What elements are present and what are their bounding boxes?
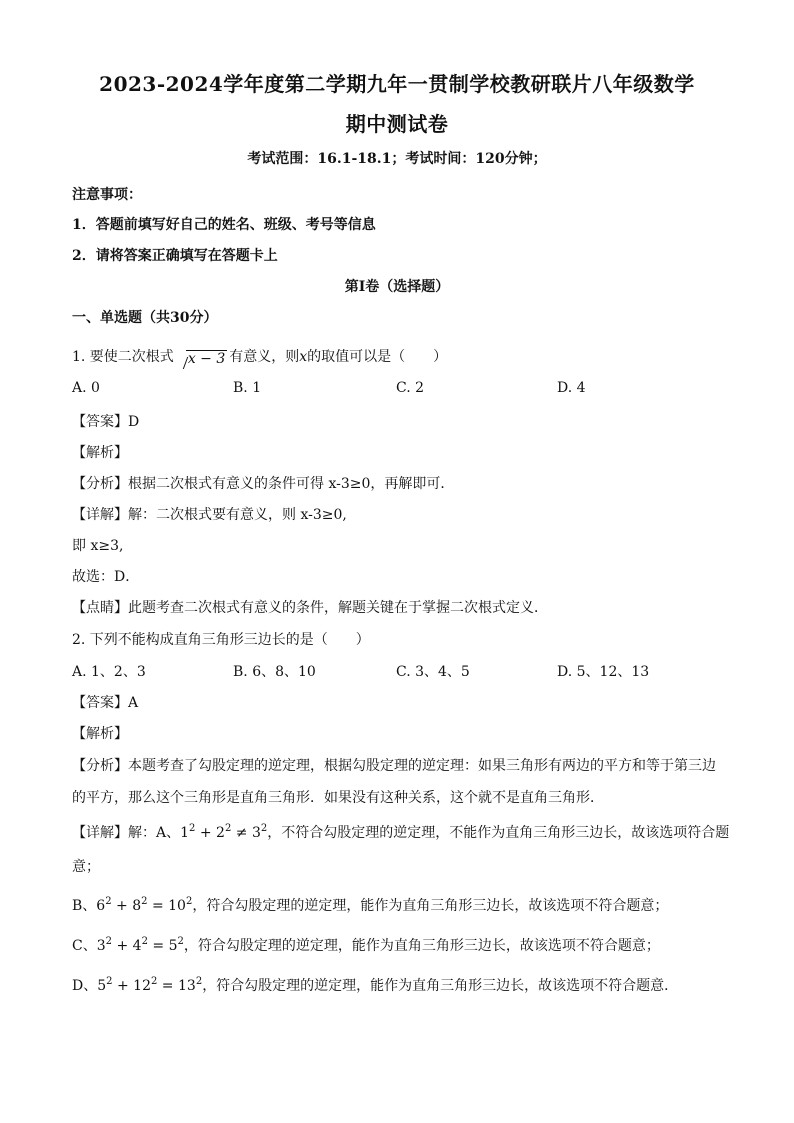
q2-detail-prefix: 【详解】解：A、: [72, 825, 181, 841]
q1-analysis: 【分析】根据二次根式有意义的条件可得 x-3≥0，再解即可．: [72, 476, 455, 492]
notes-heading: 注意事项：: [72, 187, 142, 203]
q2-detail-c: [72, 935, 660, 955]
q1-stem-prefix: 1. 要使二次根式: [72, 349, 174, 365]
section-title: 一、单选题（共30分）: [72, 310, 218, 326]
q1-option-d: D. 4: [557, 380, 586, 396]
q1-step3: 故选：D．: [72, 569, 140, 585]
q1-option-c: C. 2: [396, 380, 425, 396]
q1-stem-suffix: 有意义，则: [229, 349, 300, 365]
q2-option-d: D. 5、12、13: [557, 664, 650, 680]
q2-c-prefix: C、: [72, 938, 97, 954]
q1-stem: [72, 346, 447, 367]
q2-analysis-line1: 【分析】本题考查了勾股定理的逆定理，根据勾股定理的逆定理：如果三角形有两边的平方和等于第三边: [72, 758, 716, 774]
q2-option-a: A. 1、2、3: [72, 664, 146, 680]
q2-detail-a-end: 意；: [72, 859, 100, 875]
q2-formula-a: $1^2 + 2^2 \ne 3^2$: [180, 823, 268, 841]
notes-item-2: 2．请将答案正确填写在答题卡上: [72, 248, 278, 264]
q2-analysis-line2: 的平方，那么这个三角形是直角三角形．如果没有这种关系，这个就不是直角三角形．: [72, 790, 604, 806]
exam-info: 考试范围：16.1-18.1；考试时间：120分钟；: [247, 151, 547, 167]
q1-step2: 即 x≥3,: [72, 538, 124, 554]
q2-b-prefix: B、: [72, 898, 97, 914]
q2-b-tail: ，符合勾股定理的逆定理，能作为直角三角形三边长，故该选项不符合题意；: [192, 898, 669, 914]
q1-stem-end: 的取值可以是（ ）: [307, 349, 448, 365]
page-title-line2: 期中测试卷: [345, 112, 449, 136]
q1-option-b: B. 1: [233, 380, 262, 396]
q2-answer: 【答案】A: [72, 695, 139, 711]
sqrt-symbol: [176, 351, 227, 367]
q1-comment: 【点睛】此题考查二次根式有意义的条件，解题关键在于掌握二次根式定义．: [72, 600, 548, 616]
q2-option-b: B. 6、8、10: [233, 664, 316, 680]
q2-detail-d: [72, 975, 678, 995]
notes-item-1: 1．答题前填写好自己的姓名、班级、考号等信息: [72, 217, 376, 233]
q2-c-tail: ，符合勾股定理的逆定理，能作为直角三角形三边长，故该选项不符合题意；: [183, 938, 660, 954]
q1-detail: 【详解】解：二次根式要有意义，则 x-3≥0,: [72, 507, 347, 523]
q2-formula-d: $5^2 + 12^2 = 13^2$: [97, 976, 203, 994]
q2-option-c: C. 3、4、5: [396, 664, 470, 680]
q2-formula-c: $3^2 + 4^2 = 5^2$: [96, 936, 184, 954]
q2-formula-b: $6^2 + 8^2 = 10^2$: [96, 896, 193, 914]
q2-jiexi: 【解析】: [72, 726, 128, 742]
q1-answer: 【答案】D: [72, 414, 140, 430]
q2-detail-a-tail: ，不符合勾股定理的逆定理，不能作为直角三角形三边长，故该选项符合题: [267, 825, 730, 841]
q1-var: x: [299, 349, 308, 365]
q1-radicand: x − 3: [187, 351, 226, 367]
q1-option-a: A. 0: [72, 380, 100, 396]
volume-title: 第I卷（选择题）: [344, 279, 450, 295]
q2-d-tail: ，符合勾股定理的逆定理，能作为直角三角形三边长，故该选项不符合题意．: [202, 978, 679, 994]
page-title-line1: 2023-2024学年度第二学期九年一贯制学校教研联片八年级数学: [99, 72, 695, 96]
q2-stem: 2. 下列不能构成直角三角形三边长的是（ ）: [72, 632, 370, 648]
q2-d-prefix: D、: [72, 978, 98, 994]
q2-detail-b: [72, 895, 668, 915]
q1-jiexi: 【解析】: [72, 445, 128, 461]
q2-detail-a: [72, 822, 729, 842]
